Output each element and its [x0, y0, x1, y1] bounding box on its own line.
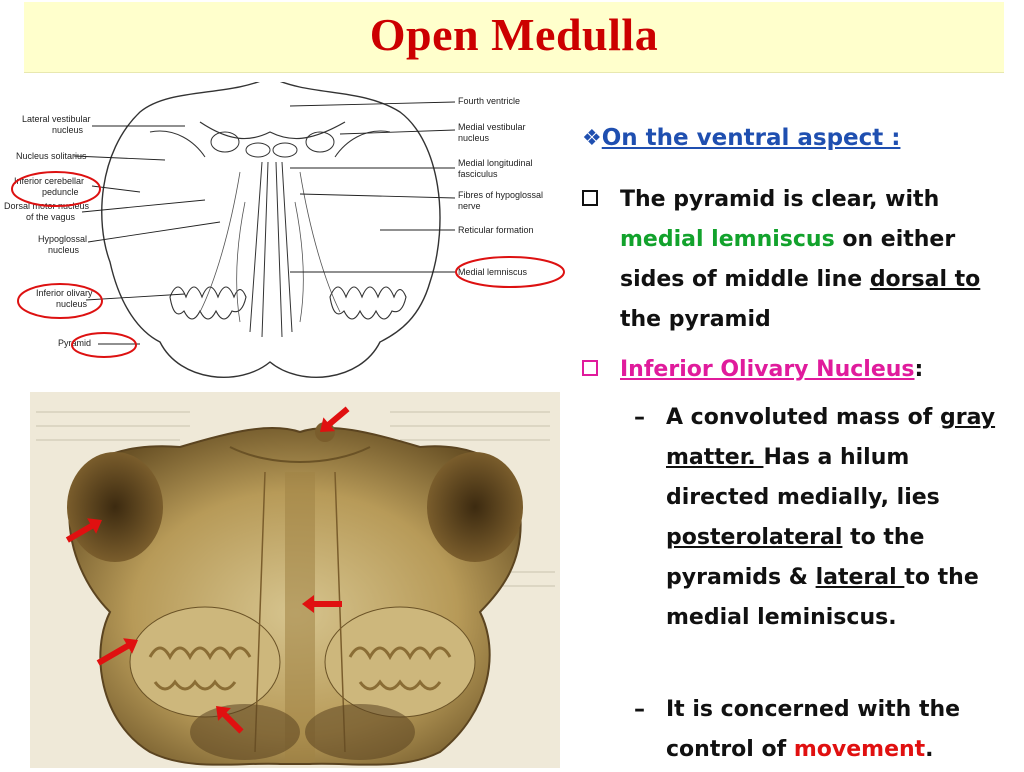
label-medial-vestibular-2: nucleus: [458, 133, 490, 143]
label-pyramid: Pyramid: [58, 338, 92, 348]
slide-title: Open Medulla: [369, 9, 659, 60]
s1-text-d: to the medial leminiscus.: [666, 565, 979, 630]
label-hypoglossal-2: nucleus: [48, 245, 80, 255]
olivary-function: [634, 690, 1004, 770]
dash-bullet-2: –: [634, 697, 645, 722]
s2-period: .: [925, 737, 934, 762]
square-bullet-icon-pink: [582, 360, 598, 376]
label-inferior-olivary-2: nucleus: [56, 299, 88, 309]
diamond-bullet-icon: ❖: [582, 126, 602, 151]
s2-text-a: It is concerned with the control of: [666, 697, 961, 762]
diagram-labels-right: [458, 96, 543, 277]
s1-text-a: A convoluted mass of: [666, 405, 940, 430]
label-reticular-formation: Reticular formation: [458, 225, 534, 235]
olivary-description: [634, 398, 1004, 638]
diagram-labels-left: [4, 114, 93, 348]
inferior-olivary-nucleus-term: Inferior Olivary Nucleus: [620, 357, 915, 382]
dorsal-to-term: dorsal to: [869, 267, 981, 292]
label-medial-lemniscus: Medial lemniscus: [458, 267, 528, 277]
p1-text-c: the pyramid: [620, 307, 771, 332]
gray-matter-term: gray matter.: [666, 405, 996, 470]
label-hypoglossal-fibres: Fibres of hypoglossal: [458, 190, 544, 200]
olivary-heading: [620, 350, 1000, 390]
p1-text-a: The pyramid is clear, with: [620, 187, 940, 212]
heading-line: [582, 118, 1012, 159]
label-inferior-olivary: Inferior olivary: [36, 288, 93, 298]
label-fourth-ventricle: Fourth ventricle: [458, 96, 521, 106]
label-hypoglossal: Hypoglossal: [38, 234, 88, 244]
pyramid-paragraph: [620, 180, 1005, 340]
dark-region-left: [67, 452, 163, 562]
s1-text-c: to the pyramids &: [666, 525, 925, 590]
label-hypoglossal-fibres-2: nerve: [458, 201, 481, 211]
dark-region-right: [427, 452, 523, 562]
label-mlf: Medial longitudinal: [458, 158, 533, 168]
square-bullet-icon: [582, 190, 598, 206]
medial-lemniscus-term: medial lemniscus: [620, 227, 835, 252]
label-lateral-vestibular: Lateral vestibular: [22, 114, 91, 124]
lateral-term: lateral: [815, 565, 905, 590]
medulla-diagram: [0, 82, 580, 392]
dash-bullet-1: –: [634, 405, 645, 430]
ventral-aspect-heading: On the ventral aspect :: [601, 125, 901, 151]
label-mlf-2: fasciculus: [458, 169, 498, 179]
label-dorsal-motor-2: of the vagus: [26, 212, 76, 222]
label-lateral-vestibular-2: nucleus: [52, 125, 84, 135]
p1-text-b: on either sides of middle line: [620, 227, 956, 292]
label-inferior-cerebellar-2: peduncle: [42, 187, 79, 197]
posterolateral-term: posterolateral: [666, 525, 843, 550]
olivary-colon: :: [914, 357, 924, 382]
label-dorsal-motor: Dorsal motor nucleus: [4, 201, 90, 211]
label-inferior-cerebellar: Inferior cerebellar: [14, 176, 85, 186]
label-medial-vestibular: Medial vestibular: [458, 122, 526, 132]
label-nucleus-solitarius: Nucleus solitarius: [16, 151, 87, 161]
s1-text-b: Has a hilum directed medially, lies: [666, 445, 940, 510]
movement-term: movement: [793, 737, 926, 762]
stained-section-photo: [30, 392, 560, 768]
